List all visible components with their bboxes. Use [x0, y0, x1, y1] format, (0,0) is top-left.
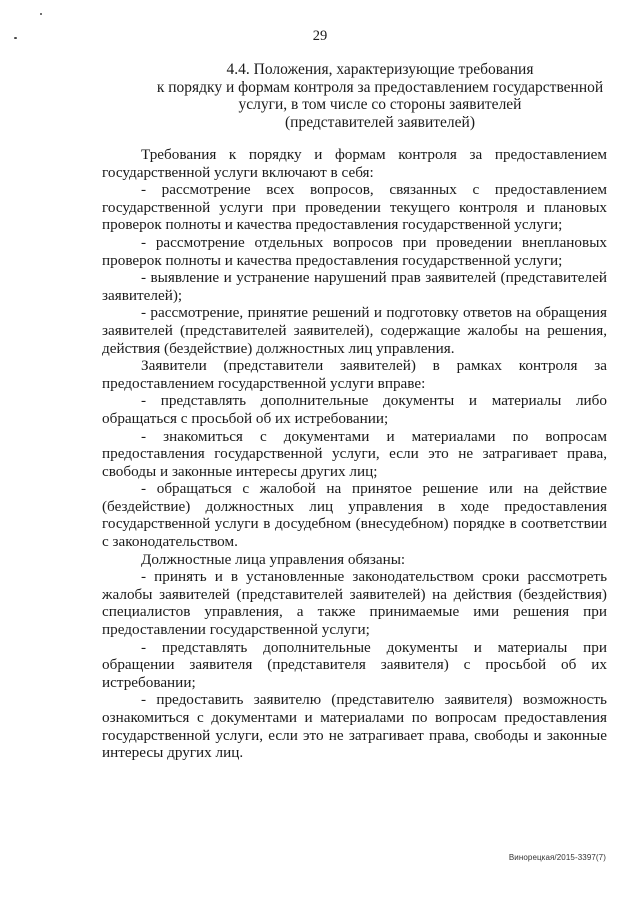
heading-line: (представителей заявителей) — [284, 113, 475, 131]
list-item: - предоставить заявителю (представителю заявителя) возможность ознакомиться с документами и материалами по вопросам предоставления государственной услуги, если это не затрагивает права, свободы и законные интересы других лиц. — [102, 691, 607, 762]
paragraph: Должностные лица управления обязаны: — [141, 550, 406, 568]
paragraph: Требования к порядку и формам контроля за предоставлением государственной услуги включают в себя: — [102, 146, 607, 181]
heading-line: услуги, в том числе со стороны заявителей — [238, 96, 522, 113]
body-text — [102, 146, 607, 762]
list-item: - рассмотрение всех вопросов, связанных с предоставлением государственной услуги при проведении текущего контроля и плановых проверок полноты и качества предоставления государственной услуги; — [102, 181, 607, 234]
list-item: - принять и в установленные законодательством сроки рассмотреть жалобы заявителей (представителей заявителей) на действия (бездействия) специалистов управления, а также принимаемые ими решения при предоставлении государственной услуги; — [102, 568, 607, 639]
list-item: - рассмотрение отдельных вопросов при проведении внеплановых проверок полноты и качества предоставления государственной услуги; — [102, 233, 607, 269]
list-item: - представлять дополнительные документы и материалы либо обращаться с просьбой об их истребовании; — [102, 392, 607, 427]
heading-line: 4.4. Положения, характеризующие требования — [226, 61, 534, 78]
list-item: - знакомиться с документами и материалами по вопросам предоставления государственной услуги, если это не затрагивает права, свободы и законные интересы других лиц; — [102, 427, 607, 480]
list-item: - представлять дополнительные документы и материалы при обращении заявителя (представителя заявителя) с просьбой об их истребовании; — [102, 638, 607, 691]
scan-speck — [40, 13, 42, 15]
list-item: - рассмотрение, принятие решений и подготовку ответов на обращения заявителей (представителей заявителей), содержащие жалобы на решения, действия (бездействие) должностных лиц управления. — [102, 304, 607, 357]
list-item: - выявление и устранение нарушений прав заявителей (представителей заявителей); — [102, 269, 607, 304]
page-number: 29 — [312, 28, 328, 44]
document-code: Винорецкая/2015-3397(7) — [508, 853, 606, 862]
paragraph: Заявители (представители заявителей) в рамках контроля за предоставлением государственной услуги вправе: — [102, 357, 607, 392]
heading-line: к порядку и формам контроля за предоставлением государственной — [156, 78, 604, 96]
section-heading — [150, 61, 610, 131]
list-item: - обращаться с жалобой на принятое решение или на действие (бездействие) должностных лиц управления в ходе предоставления государственной услуги в досудебном (внесудебном) порядке в соответствии с законодательством. — [102, 480, 607, 551]
